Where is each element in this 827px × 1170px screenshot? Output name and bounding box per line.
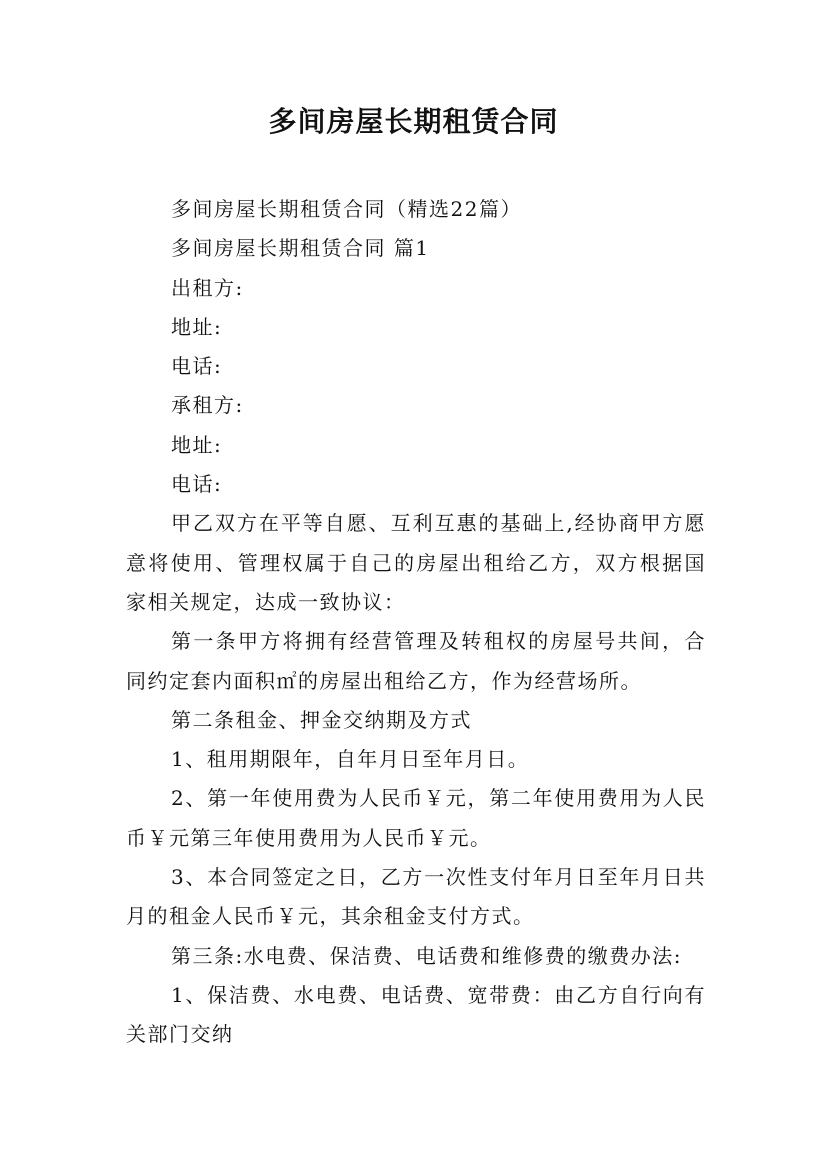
article-1-paragraph: 第一条甲方将拥有经营管理及转租权的房屋号共间，合同约定套内面积㎡的房屋出租给乙方，作为经营场所。: [126, 629, 706, 693]
lessee-label: 承租方:: [171, 393, 244, 418]
document-body: [126, 190, 706, 1055]
lessee-address-label: 地址:: [171, 432, 223, 457]
lessor-address-label: 地址:: [171, 314, 223, 339]
article-2-item-3: 3、本合同签定之日，乙方一次性支付年月日至年月日共月的租金人民币￥元，其余租金支付方式。: [126, 865, 706, 929]
lessee-phone-label: 电话:: [171, 472, 223, 497]
article-3-item-1: 1、保洁费、水电费、电话费、宽带费：由乙方自行向有关部门交纳: [126, 982, 706, 1047]
preamble-paragraph: 甲乙双方在平等自愿、互利互惠的基础上,经协商甲方愿意将使用、管理权属于自己的房屋出租给乙方，双方根据国家相关规定，达成一致协议：: [126, 511, 706, 614]
document-title: 多间房屋长期租赁合同: [268, 105, 559, 138]
article-2-item-1: 1、租用期限年，自年月日至年月日。: [171, 747, 530, 772]
section-heading: 多间房屋长期租赁合同 篇1: [171, 236, 430, 261]
article-2-heading: 第二条租金、押金交纳期及方式: [171, 707, 472, 732]
lessor-label: 出租方:: [171, 275, 244, 300]
lessor-phone-label: 电话:: [171, 354, 223, 379]
article-2-item-2: 2、第一年使用费为人民币￥元，第二年使用费用为人民币￥元第三年使用费用为人民币￥元。: [126, 786, 706, 850]
article-3-heading: 第三条:水电费、保洁费、电话费和维修费的缴费办法:: [171, 943, 682, 968]
subtitle: 多间房屋长期租赁合同（精选22篇）: [171, 197, 522, 221]
